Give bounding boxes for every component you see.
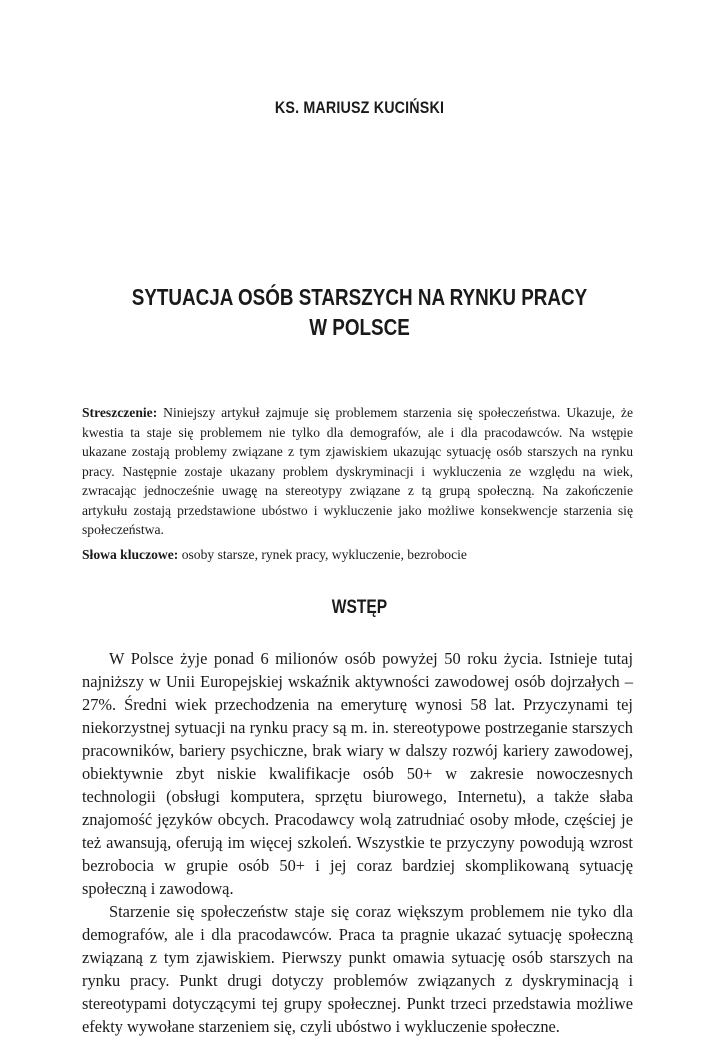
- abstract-text: Niniejszy artykuł zajmuje się problemem starzenia się społeczeństwa. Ukazuje, że kwestia ta staje się problemem nie tylko dla demografów, ale i dla pracodawców. Na wstępie ukazane zostają problemy związane z tym zjawiskiem ukazując sytuację osób starszych na rynku pracy. Następnie zostaje ukazany problem dyskryminacji i wykluczenia ze względu na wiek, zwracając jednocześnie uwagę na stereotypy związane z tą grupą społeczną. Na zakończenie artykułu zostają przedstawione ubóstwo i wykluczenie jako możliwe konsekwencje starzenia się społeczeństwa.: [82, 405, 633, 537]
- body-paragraph-2: Starzenie się społeczeństw staje się coraz większym problemem nie tyko dla demografów, ale i dla pracodawców. Praca ta pragnie ukazać sytuację społeczną związaną z tym zjawiskiem. Pierwszy punkt omawia sytuację osób starszych na rynku pracy. Punkt drugi dotyczy problemów związanych z dyskryminacją i stereotypami dotyczącymi tej grupy społecznej. Punkt trzeci przedstawia możliwe efekty wywołane starzeniem się, czyli ubóstwo i wykluczenie społeczne.: [82, 902, 633, 1036]
- abstract-paragraph: [82, 403, 633, 540]
- article-title-line-2: W POLSCE: [309, 314, 410, 340]
- keywords-label: Słowa kluczowe:: [82, 547, 179, 562]
- section-heading: WSTĘP: [331, 597, 388, 618]
- keywords-paragraph: [82, 545, 633, 565]
- article-title-line-1: SYTUACJA OSÓB STARSZYCH NA RYNKU PRACY: [131, 284, 588, 310]
- abstract-block: [82, 403, 633, 540]
- article-title: [65, 282, 655, 342]
- section-body: [82, 647, 633, 1038]
- keywords-text: osoby starsze, rynek pracy, wykluczenie, bezrobocie: [181, 547, 467, 562]
- keywords-block: [82, 545, 633, 565]
- body-paragraph-1: W Polsce żyje ponad 6 milionów osób powyżej 50 roku życia. Istnieje tutaj najniższy w Unii Europejskiej wskaźnik aktywności zawodowej osób dojrzałych – 27%. Średni wiek przechodzenia na emeryturę wynosi 58 lat. Przyczynami tej niekorzystnej sytuacji na rynku pracy są m. in. stereotypowe postrzeganie starszych pracowników, bariery psychiczne, brak wiary w dalszy rozwój kariery zawodowej, obiektywnie zbyt niskie kwalifikacje osób 50+ w zakresie nowoczesnych technologii (obsługi komputera, sprzętu biurowego, Internetu), a także słaba znajomość języków obcych. Pracodawcy wolą zatrudniać osoby młode, częściej je też awansują, oferują im więcej szkoleń. Wszystkie te przyczyny powodują wzrost bezrobocia w grupie osób 50+ i jej coraz bardziej skomplikowaną sytuację społeczną i zawodową.: [82, 649, 633, 898]
- abstract-label: Streszczenie:: [82, 405, 158, 420]
- author-name: KS. MARIUSZ KUCIŃSKI: [274, 98, 445, 117]
